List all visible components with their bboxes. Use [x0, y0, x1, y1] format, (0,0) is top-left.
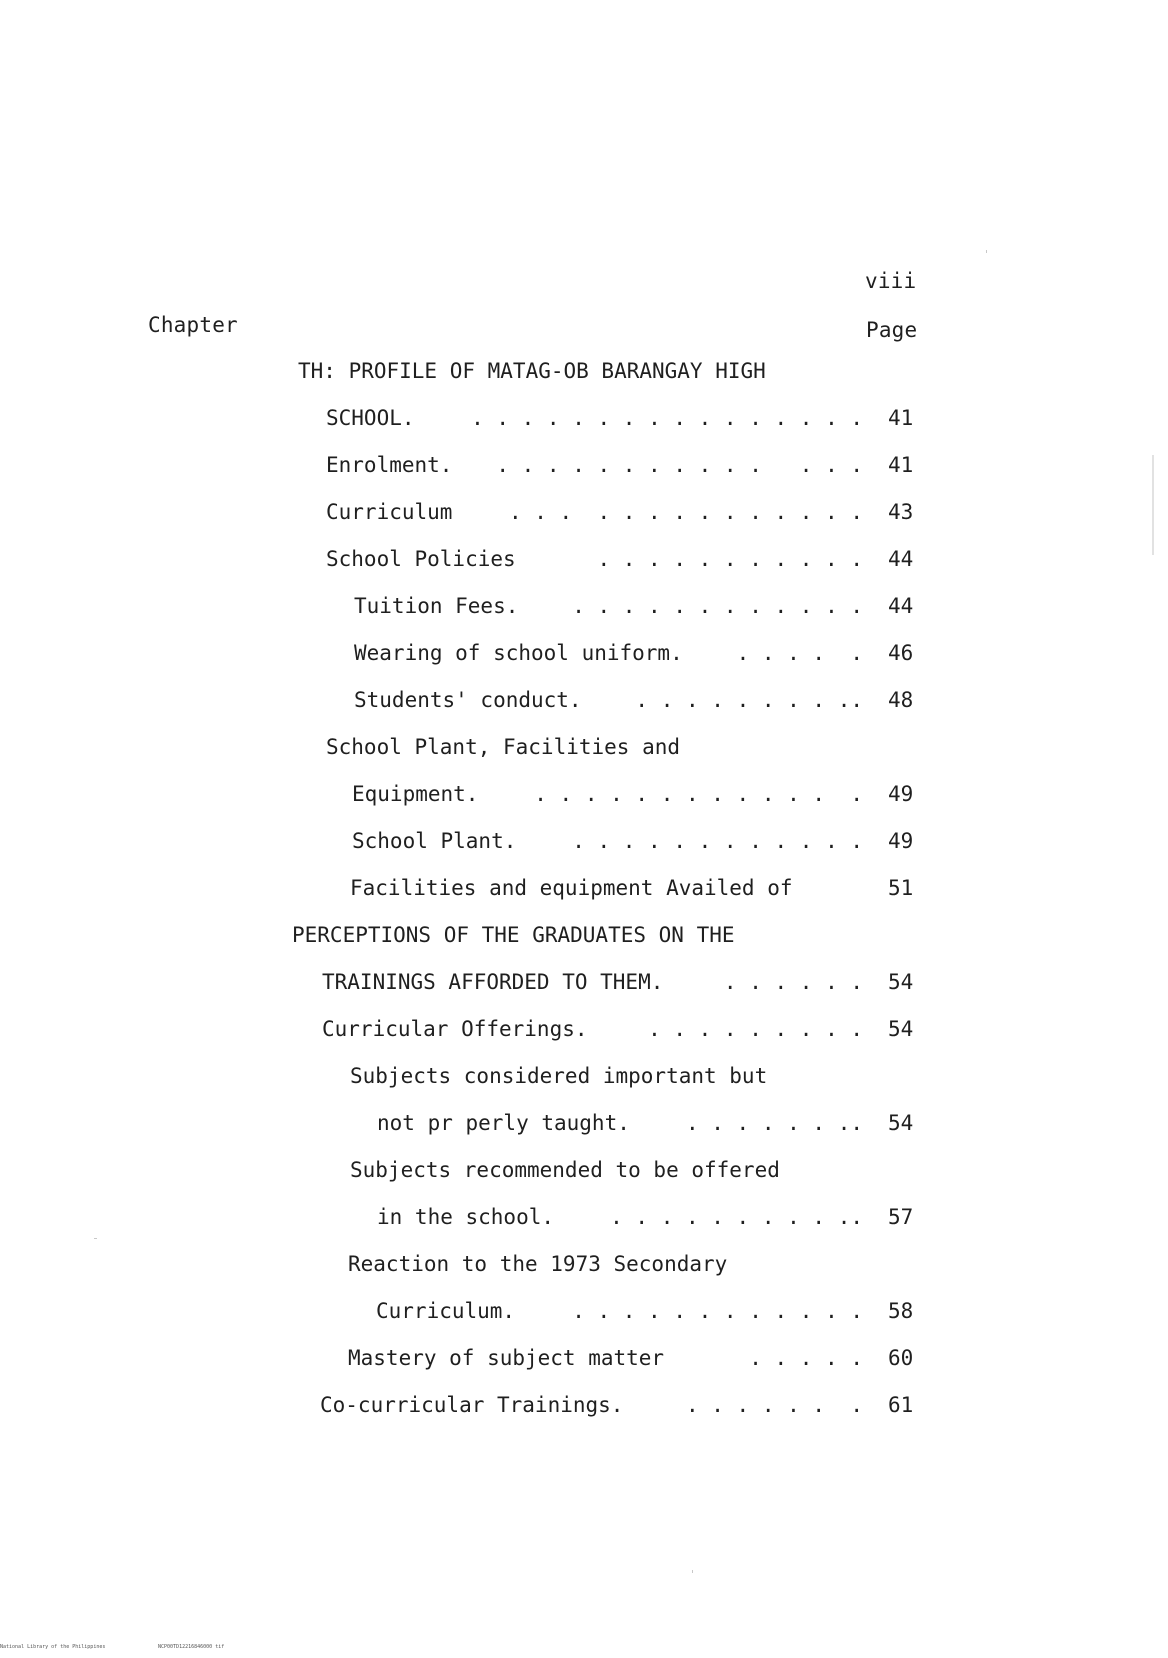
- toc-entry-text: Reaction to the 1973 Secondary: [348, 1252, 728, 1276]
- toc-entry: [0, 1343, 1168, 1373]
- toc-page-number: 61: [888, 1393, 914, 1417]
- toc-leader-dots: . . . . . . ..: [685, 1111, 863, 1135]
- toc-entry: [0, 685, 1168, 715]
- toc-leader-dots: . . . . . . . . . . .: [597, 547, 863, 571]
- toc-leader-dots: . . . . . . . . . . . . . . . .: [471, 406, 863, 430]
- toc-entry-text: Subjects recommended to be offered: [350, 1158, 780, 1182]
- toc-entry-text: Students' conduct.: [354, 688, 582, 712]
- toc-page-number: 46: [888, 641, 914, 665]
- toc-entry: [0, 1108, 1168, 1138]
- toc-entry: [0, 403, 1168, 433]
- toc-leader-dots: . . . . . . .: [685, 1393, 863, 1417]
- toc-page-number: 43: [888, 500, 914, 524]
- toc-entry-text: School Plant.: [352, 829, 517, 853]
- roman-page-number: viii: [865, 269, 917, 293]
- scan-artifact: [94, 1238, 97, 1239]
- toc-entry-text: Mastery of subject matter: [348, 1346, 665, 1370]
- toc-page-number: 54: [888, 1111, 914, 1135]
- toc-subheading: [0, 1061, 1168, 1091]
- toc-entry: [0, 967, 1168, 997]
- toc-leader-dots: . . . . . .: [723, 970, 863, 994]
- toc-leader-dots: . . . . . . . . . . . . . .: [496, 453, 863, 477]
- toc-leader-dots: . . . . . . . . . ..: [610, 1205, 863, 1229]
- toc-leader-dots: . . . . . . . . . . . .: [572, 1299, 863, 1323]
- toc-entry-text: School Policies: [326, 547, 516, 571]
- toc-entry: [0, 1014, 1168, 1044]
- footer-file-id: NCP00TD12216846000 tif: [158, 1644, 225, 1650]
- toc-entry-text: Curricular Offerings.: [322, 1017, 588, 1041]
- toc-leader-dots: . . . . .: [736, 641, 863, 665]
- toc-entry-text: Facilities and equipment Availed of: [350, 876, 793, 900]
- toc-entry-text: TRAININGS AFFORDED TO THEM.: [322, 970, 664, 994]
- toc-entry-text: not pr perly taught.: [377, 1111, 630, 1135]
- toc-page-number: 51: [888, 876, 914, 900]
- toc-entry: [0, 873, 1168, 903]
- toc-page-number: 54: [888, 970, 914, 994]
- toc-entry: [0, 638, 1168, 668]
- toc-page-number: 58: [888, 1299, 914, 1323]
- toc-leader-dots: . . . . . . . . . . . . . .: [508, 500, 863, 524]
- toc-entry: [0, 779, 1168, 809]
- toc-leader-dots: . . . . . . . . . . . . .: [534, 782, 863, 806]
- toc-page-number: 49: [888, 782, 914, 806]
- chapter-column-heading: Chapter: [148, 313, 238, 337]
- toc-entry-text: Equipment.: [352, 782, 479, 806]
- toc-leader-dots: . . . . . . . . . . . .: [572, 829, 863, 853]
- toc-entry-text: TH: PROFILE OF MATAG-OB BARANGAY HIGH: [298, 359, 766, 383]
- toc-entry: [0, 826, 1168, 856]
- scan-artifact: [1152, 455, 1154, 555]
- toc-entry: [0, 1296, 1168, 1326]
- toc-page-number: 44: [888, 594, 914, 618]
- toc-entry: [0, 1202, 1168, 1232]
- toc-leader-dots: . . . . . . . . . . . .: [572, 594, 863, 618]
- toc-page-number: 41: [888, 453, 914, 477]
- scan-artifact: [692, 1570, 693, 1573]
- toc-entry-text: SCHOOL.: [326, 406, 415, 430]
- toc-page-number: 44: [888, 547, 914, 571]
- toc-entry-text: in the school.: [377, 1205, 555, 1229]
- page-column-heading: Page: [866, 318, 918, 342]
- toc-leader-dots: . . . . . . . . .: [648, 1017, 863, 1041]
- toc-entry-text: Subjects considered important but: [350, 1064, 768, 1088]
- toc-entry-text: PERCEPTIONS OF THE GRADUATES ON THE: [292, 923, 735, 947]
- footer-library-credit: National Library of the Philippines: [0, 1644, 106, 1650]
- scan-artifact: [986, 250, 987, 253]
- toc-section-heading: [0, 356, 1168, 386]
- toc-page-number: 60: [888, 1346, 914, 1370]
- toc-entry-text: Co-curricular Trainings.: [320, 1393, 624, 1417]
- toc-page-number: 57: [888, 1205, 914, 1229]
- toc-subheading: [0, 1249, 1168, 1279]
- toc-entry-text: School Plant, Facilities and: [326, 735, 681, 759]
- toc-subheading: [0, 1155, 1168, 1185]
- toc-leader-dots: . . . . .: [749, 1346, 863, 1370]
- toc-entry: [0, 544, 1168, 574]
- toc-entry: [0, 1390, 1168, 1420]
- toc-page-number: 54: [888, 1017, 914, 1041]
- toc-entry: [0, 450, 1168, 480]
- toc-leader-dots: . . . . . . . . ..: [635, 688, 863, 712]
- toc-entry: [0, 497, 1168, 527]
- toc-section-heading: [0, 920, 1168, 950]
- toc-page-number: 49: [888, 829, 914, 853]
- toc-page-number: 48: [888, 688, 914, 712]
- toc-entry-text: Wearing of school uniform.: [354, 641, 683, 665]
- toc-entry-text: Enrolment.: [326, 453, 453, 477]
- toc-entry-text: Tuition Fees.: [354, 594, 519, 618]
- toc-subheading: [0, 732, 1168, 762]
- toc-page-number: 41: [888, 406, 914, 430]
- toc-entry-text: Curriculum.: [376, 1299, 516, 1323]
- toc-entry: [0, 591, 1168, 621]
- toc-entry-text: Curriculum: [326, 500, 453, 524]
